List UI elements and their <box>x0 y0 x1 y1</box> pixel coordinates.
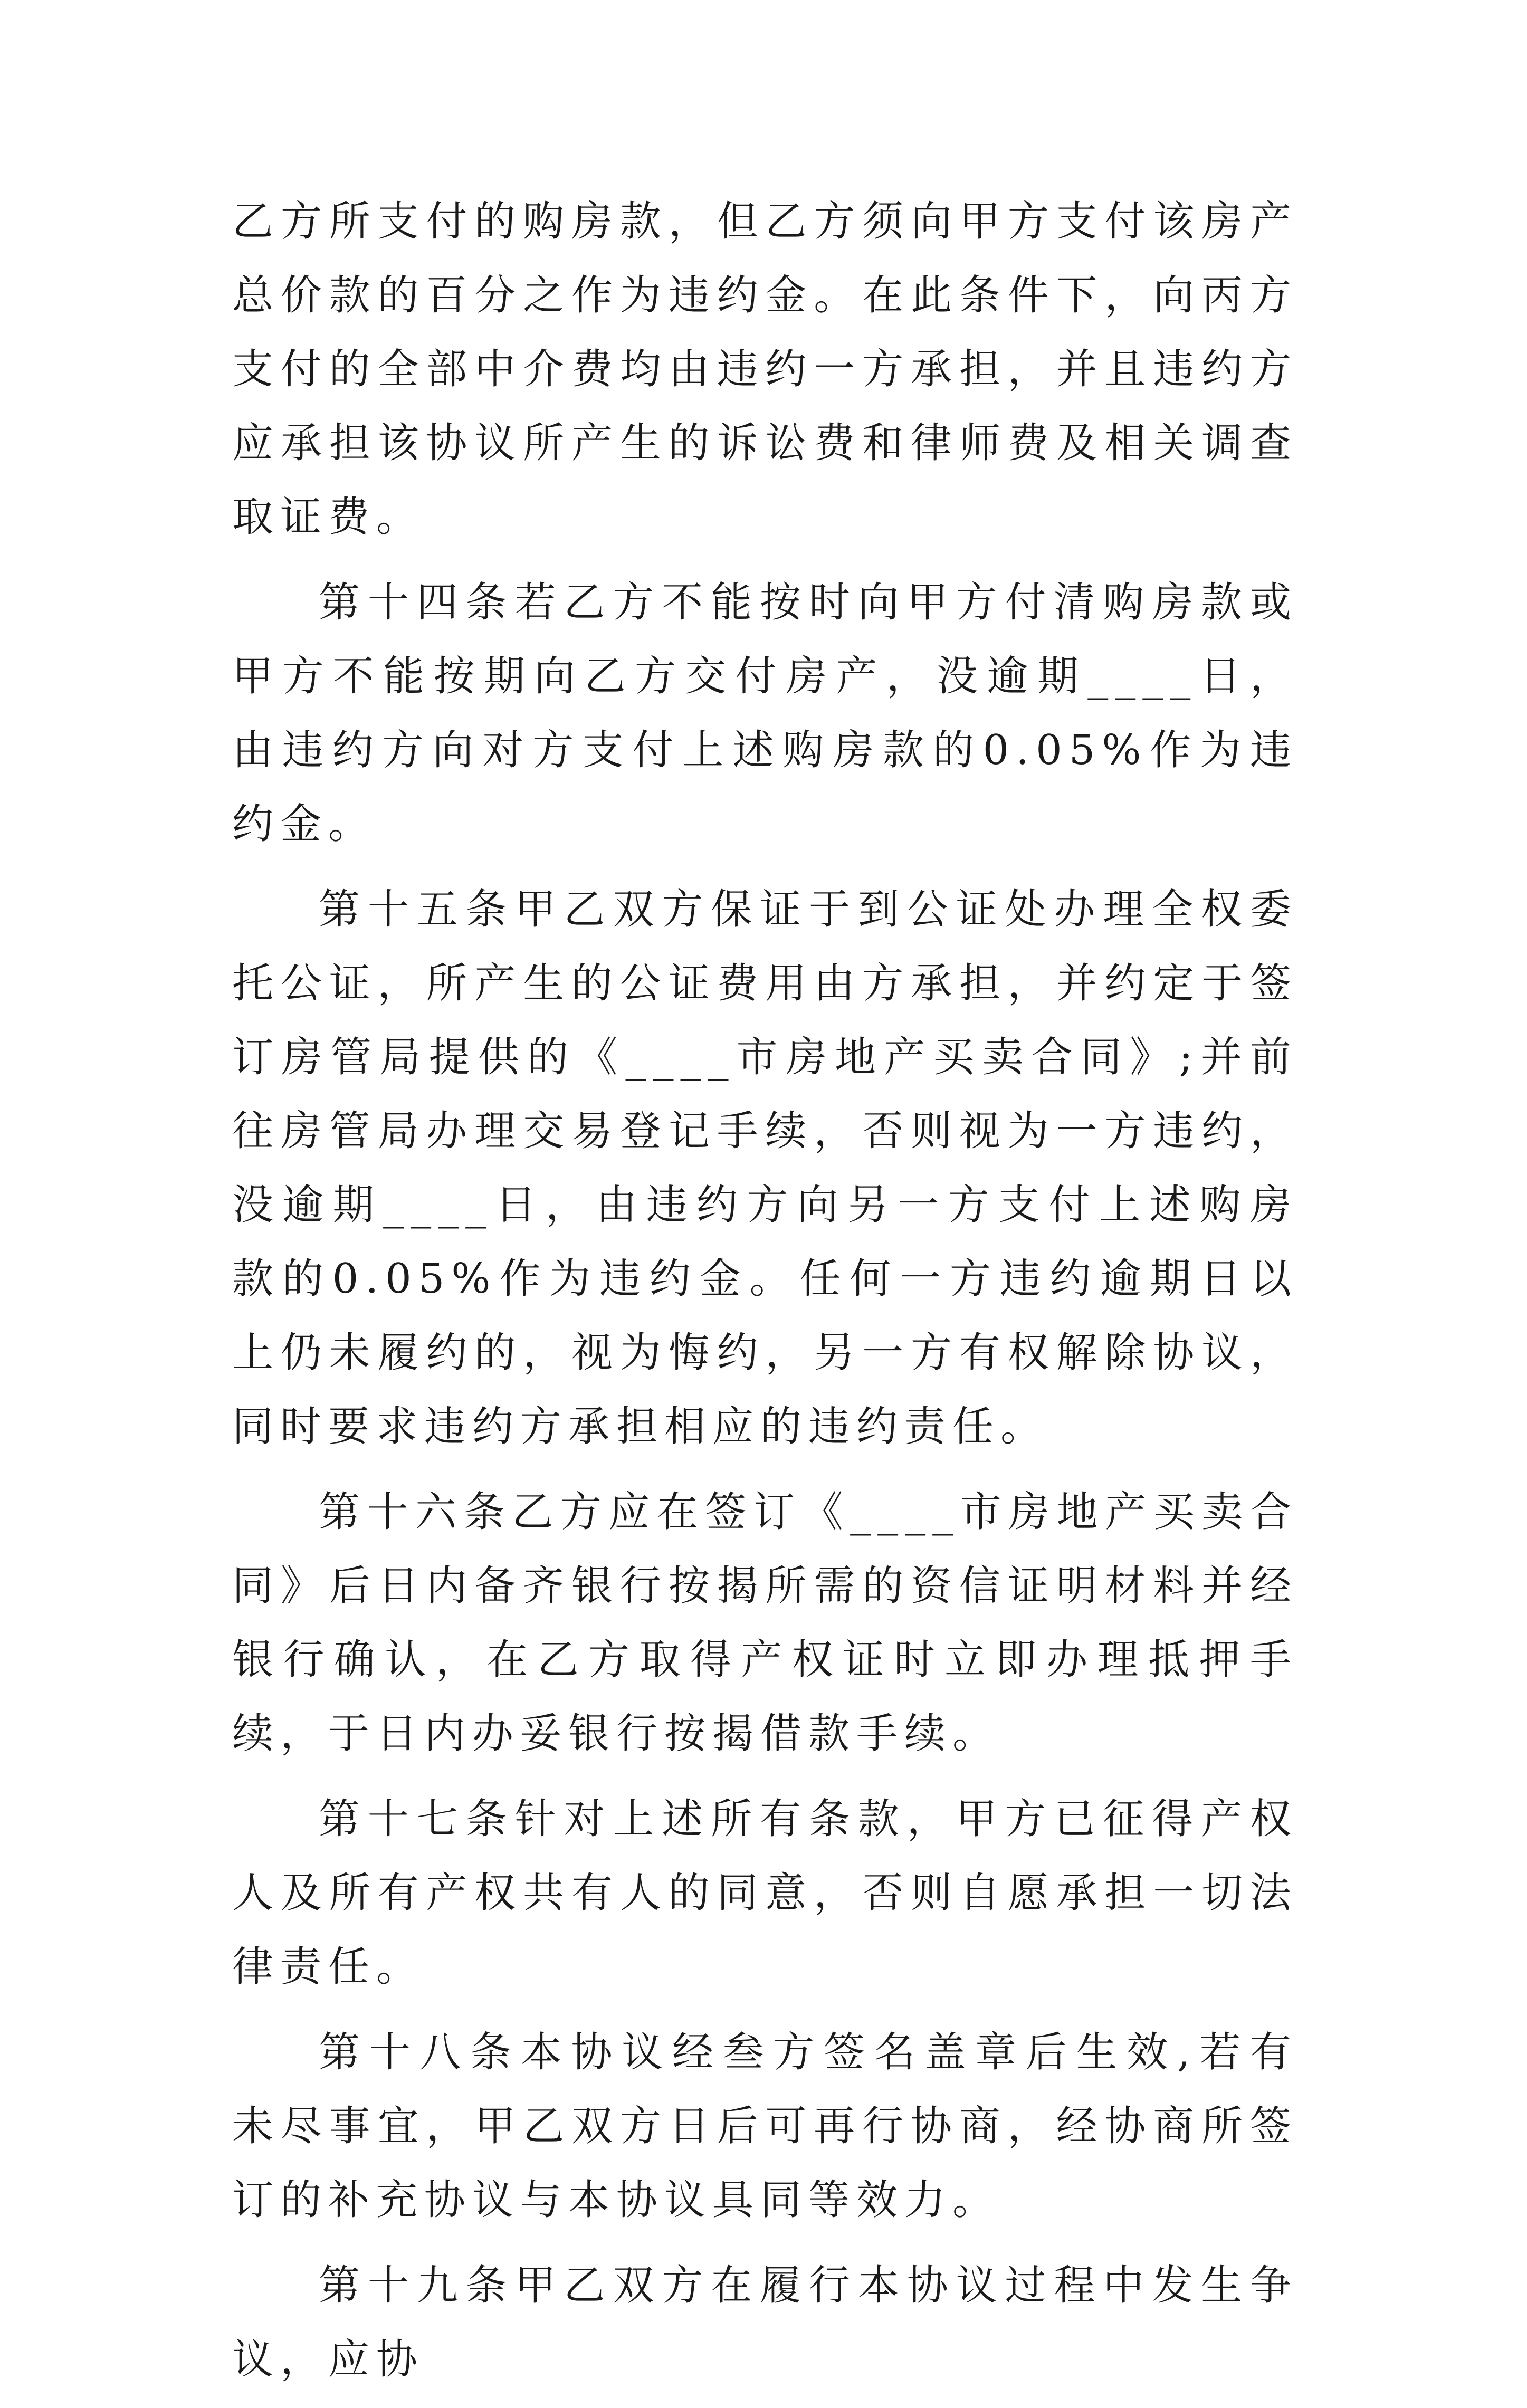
paragraph-article-17: 第十七条针对上述所有条款，甲方已征得产权人及所有产权共有人的同意，否则自愿承担一切法律责任。 <box>232 1795 1298 1991</box>
document-page <box>232 185 1298 2408</box>
paragraph-continuation: 乙方所支付的购房款，但乙方须向甲方支付该房产总价款的百分之作为违约金。在此条件下，向丙方支付的全部中介费均由违约一方承担，并且违约方应承担该协议所产生的诉讼费和律师费及相关调查取证费。 <box>232 198 1298 541</box>
paragraph-article-16: 第十六条乙方应在签订《____市房地产买卖合同》后日内备齐银行按揭所需的资信证明材料并经银行确认，在乙方取得产权证时立即办理抵押手续，于日内办妥银行按揭借款手续。 <box>232 1488 1298 1757</box>
paragraph-article-19: 第十九条甲乙双方在履行本协议过程中发生争议，应协 <box>232 2262 1298 2383</box>
paragraph-article-18: 第十八条本协议经叁方签名盖章后生效,若有未尽事宜，甲乙双方日后可再行协商，经协商所签订的补充协议与本协议具同等效力。 <box>232 2029 1298 2224</box>
paragraph-article-15: 第十五条甲乙双方保证于到公证处办理全权委托公证，所产生的公证费用由方承担，并约定于签订房管局提供的《____市房地产买卖合同》;并前往房管局办理交易登记手续，否则视为一方违约，没逾期____日，由违约方向另一方支付上述购房款的0.05%作为违约金。任何一方违约逾期日以上仍未履约的，视为悔约，另一方有权解除协议，同时要求违约方承担相应的违约责任。 <box>232 886 1298 1450</box>
paragraph-article-14: 第十四条若乙方不能按时向甲方付清购房款或甲方不能按期向乙方交付房产，没逾期____日，由违约方向对方支付上述购房款的0.05%作为违约金。 <box>232 579 1298 848</box>
